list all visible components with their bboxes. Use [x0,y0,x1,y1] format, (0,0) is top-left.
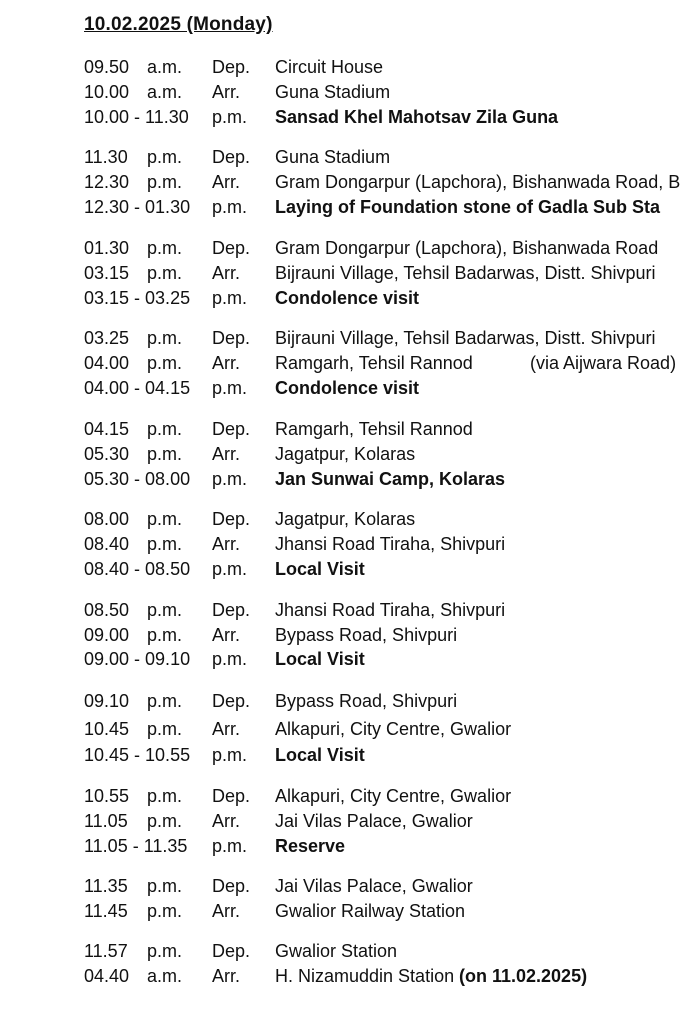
schedule-row [0,507,699,531]
schedule-ampm: p.m. [147,509,183,529]
schedule-row [0,286,699,310]
schedule-location: Bijrauni Village, Tehsil Badarwas, Distt. Shivpuri [275,328,656,348]
schedule-ampm: p.m. [212,288,248,308]
schedule-location: Bypass Road, Shivpuri [275,625,458,645]
schedule-location: Guna Stadium [275,147,391,167]
schedule-ampm: p.m. [212,469,248,489]
schedule-time: 12.30 - 01.30 [84,197,191,217]
schedule-time: 10.00 - 11.30 [84,107,189,127]
schedule-row [0,717,699,741]
schedule-time: 09.50 [84,57,130,77]
schedule-location: Circuit House [275,57,384,77]
schedule-programme: Reserve [275,836,346,856]
schedule-event-type: Arr. [212,625,241,645]
schedule-event-type: Arr. [212,534,241,554]
schedule-ampm: p.m. [147,876,183,896]
schedule-location: Bypass Road, Shivpuri [275,691,458,711]
schedule-event-type: Arr. [212,966,241,986]
schedule-row [0,899,699,923]
schedule-time: 08.40 - 08.50 [84,559,191,579]
schedule-location: Gwalior Railway Station [275,901,466,921]
schedule-row [0,170,699,194]
schedule-ampm: p.m. [147,719,183,739]
schedule-row [0,647,699,671]
schedule-time: 12.30 [84,172,130,192]
schedule-ampm: p.m. [212,197,248,217]
schedule-ampm: p.m. [212,107,248,127]
schedule-event-type: Arr. [212,811,241,831]
schedule-location: Gram Dongarpur (Lapchora), Bishanwada Road, B [275,172,681,192]
schedule-ampm: p.m. [147,263,183,283]
schedule-route-note: (via Aijwara Road) [530,353,677,373]
schedule-row [0,145,699,169]
schedule-ampm: p.m. [147,419,183,439]
schedule-ampm: p.m. [147,172,183,192]
schedule-programme: Condolence visit [275,288,420,308]
schedule-ampm: p.m. [212,649,248,669]
schedule-row [0,784,699,808]
schedule-location: Jhansi Road Tiraha, Shivpuri [275,534,506,554]
schedule-time: 04.00 - 04.15 [84,378,191,398]
schedule-programme: Sansad Khel Mahotsav Zila Guna [275,107,559,127]
schedule-time: 05.30 - 08.00 [84,469,191,489]
schedule-event-type: Arr. [212,353,241,373]
schedule-ampm: p.m. [147,941,183,961]
schedule-time: 05.30 [84,444,130,464]
schedule-time: 10.00 [84,82,130,102]
schedule-event-type: Arr. [212,901,241,921]
schedule-programme: Condolence visit [275,378,420,398]
schedule-row [0,105,699,129]
schedule-row [0,467,699,491]
schedule-ampm: p.m. [147,444,183,464]
schedule-time: 04.40 [84,966,130,986]
schedule-ampm: a.m. [147,966,183,986]
schedule-ampm: p.m. [147,238,183,258]
schedule-time: 01.30 [84,238,130,258]
schedule-ampm: p.m. [212,836,248,856]
schedule-event-type: Dep. [212,509,251,529]
schedule-event-type: Arr. [212,172,241,192]
schedule-row [0,80,699,104]
schedule-location: Ramgarh, Tehsil Rannod [275,419,473,439]
schedule-location: Alkapuri, City Centre, Gwalior [275,719,512,739]
schedule-ampm: a.m. [147,82,183,102]
schedule-row [0,195,699,219]
schedule-programme: Local Visit [275,649,365,669]
schedule-event-type: Arr. [212,719,241,739]
schedule-row [0,261,699,285]
schedule-row [0,557,699,581]
schedule-row [0,689,699,713]
schedule-row [0,376,699,400]
schedule-programme: Laying of Foundation stone of Gadla Sub Sta [275,197,660,217]
schedule-event-type: Dep. [212,786,251,806]
schedule-time: 11.05 - 11.35 [84,836,188,856]
schedule-event-type: Dep. [212,941,251,961]
schedule-ampm: p.m. [147,691,183,711]
schedule-time: 03.15 - 03.25 [84,288,191,308]
schedule-time: 04.15 [84,419,130,439]
schedule-time: 08.00 [84,509,130,529]
schedule-event-type: Dep. [212,419,251,439]
schedule-location: Jai Vilas Palace, Gwalior [275,876,473,896]
schedule-date-note: (on 11.02.2025) [459,966,588,986]
schedule-time: 11.30 [84,147,128,167]
schedule-ampm: p.m. [147,811,183,831]
schedule-time: 11.45 [84,901,128,921]
schedule-location: Bijrauni Village, Tehsil Badarwas, Distt. Shivpuri [275,263,656,283]
schedule-row [0,326,699,350]
schedule-time: 09.00 [84,625,130,645]
schedule-ampm: p.m. [147,328,183,348]
schedule-row [0,55,699,79]
schedule-programme: Jan Sunwai Camp, Kolaras [275,469,506,489]
schedule-ampm: p.m. [147,901,183,921]
schedule-row [0,442,699,466]
schedule-row [0,834,699,858]
schedule-event-type: Dep. [212,238,251,258]
schedule-location: Ramgarh, Tehsil Rannod [275,353,473,373]
schedule-programme: Local Visit [275,559,365,579]
schedule-programme: Local Visit [275,745,365,765]
schedule-event-type: Dep. [212,600,251,620]
schedule-row [0,874,699,898]
schedule-row [0,809,699,833]
schedule-ampm: p.m. [147,786,183,806]
schedule-ampm: p.m. [212,378,248,398]
schedule-time: 03.15 [84,263,130,283]
schedule-row [0,598,699,622]
schedule-row [0,351,699,375]
schedule-event-type: Arr. [212,82,241,102]
schedule-ampm: p.m. [147,534,183,554]
schedule-event-type: Dep. [212,147,251,167]
schedule-event-type: Dep. [212,328,251,348]
schedule-ampm: p.m. [147,625,183,645]
schedule-ampm: p.m. [147,147,183,167]
schedule-event-type: Dep. [212,876,251,896]
schedule-ampm: a.m. [147,57,183,77]
schedule-time: 10.45 [84,719,130,739]
schedule-location: Alkapuri, City Centre, Gwalior [275,786,512,806]
schedule-time: 08.50 [84,600,130,620]
schedule-time: 04.00 [84,353,130,373]
schedule-row [0,236,699,260]
schedule-time: 09.00 - 09.10 [84,649,191,669]
schedule-event-type: Dep. [212,691,251,711]
schedule-time: 11.35 [84,876,128,896]
schedule-location: Guna Stadium [275,82,391,102]
schedule-event-type: Arr. [212,263,241,283]
schedule-ampm: p.m. [147,600,183,620]
schedule-location: Jhansi Road Tiraha, Shivpuri [275,600,506,620]
schedule-time: 08.40 [84,534,130,554]
schedule-ampm: p.m. [212,559,248,579]
schedule-location: H. Nizamuddin Station [275,966,455,986]
schedule-time: 03.25 [84,328,130,348]
schedule-location: Gram Dongarpur (Lapchora), Bishanwada Road [275,238,659,258]
schedule-row [0,743,699,767]
schedule-ampm: p.m. [212,745,248,765]
schedule-time: 11.05 [84,811,128,831]
schedule-time: 10.55 [84,786,130,806]
schedule-ampm: p.m. [147,353,183,373]
schedule-location: Jai Vilas Palace, Gwalior [275,811,473,831]
schedule-time: 09.10 [84,691,130,711]
schedule-row [0,417,699,441]
schedule-time: 10.45 - 10.55 [84,745,191,765]
schedule-location: Jagatpur, Kolaras [275,444,416,464]
schedule-row [0,623,699,647]
schedule-location: Jagatpur, Kolaras [275,509,416,529]
schedule-event-type: Arr. [212,444,241,464]
schedule-event-type: Dep. [212,57,251,77]
schedule-row [0,964,699,988]
schedule-row [0,939,699,963]
schedule-location: Gwalior Station [275,941,398,961]
schedule-row [0,532,699,556]
page-title: 10.02.2025 (Monday) [84,14,273,35]
schedule-time: 11.57 [84,941,128,961]
